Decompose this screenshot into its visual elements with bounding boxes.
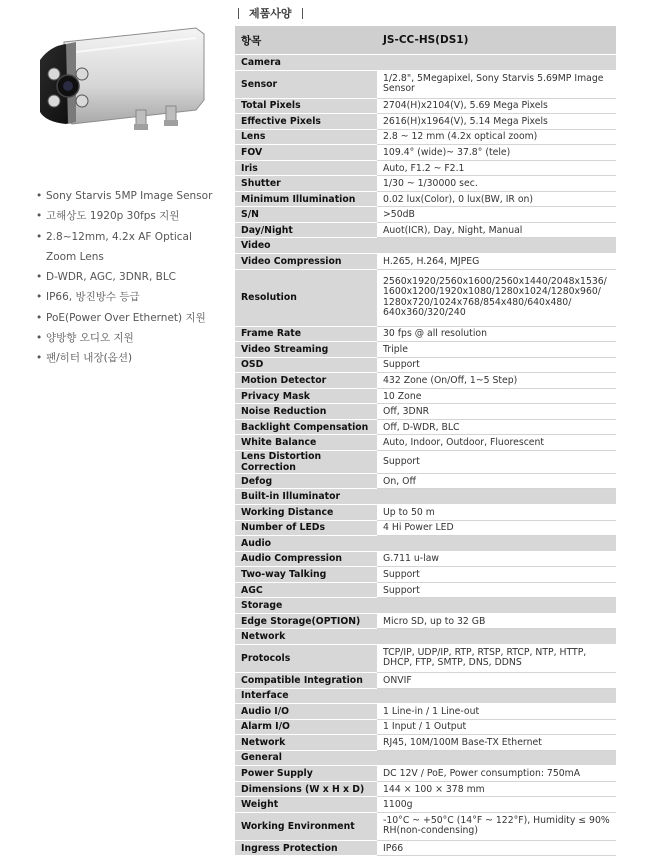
spec-value: 1 Line-in / 1 Line-out <box>377 704 616 720</box>
spec-row <box>235 672 616 688</box>
feature-list <box>36 186 212 369</box>
spec-value: Auto, F1.2 ~ F2.1 <box>377 160 616 176</box>
spec-value: Support <box>377 450 616 473</box>
spec-row <box>235 735 616 751</box>
spec-row <box>235 404 616 420</box>
spec-value: Off, 3DNR <box>377 404 616 420</box>
spec-row <box>235 70 616 98</box>
spec-value: >50dB <box>377 207 616 223</box>
spec-row <box>235 551 616 567</box>
spec-row <box>235 505 616 521</box>
spec-value: 2616(H)x1964(V), 5.14 Mega Pixels <box>377 114 616 130</box>
spec-value: Support <box>377 582 616 598</box>
spec-value: On, Off <box>377 473 616 489</box>
category-row <box>235 750 616 766</box>
spec-row <box>235 797 616 813</box>
spec-value: -10°C ~ +50°C (14°F ~ 122°F), Humidity ≤ 90% RH(non-condensing) <box>377 812 616 840</box>
spec-row <box>235 176 616 192</box>
spec-value: 1/2.8", 5Megapixel, Sony Starvis 5.69MP Image Sensor <box>377 70 616 98</box>
spec-value: G.711 u-law <box>377 551 616 567</box>
spec-label: Weight <box>235 797 377 813</box>
section-title-text: 제품사양 <box>249 7 292 20</box>
spec-label: Working Distance <box>235 505 377 521</box>
spec-label: AGC <box>235 582 377 598</box>
category-row <box>235 55 616 71</box>
category-row <box>235 688 616 704</box>
spec-label: Shutter <box>235 176 377 192</box>
feature-item: Zoom Lens <box>46 250 104 263</box>
spec-value: TCP/IP, UDP/IP, RTP, RTSP, RTCP, NTP, HTTP, DHCP, FTP, SMTP, DNS, DDNS <box>377 644 616 672</box>
category-row <box>235 536 616 552</box>
spec-value: Support <box>377 357 616 373</box>
spec-label: Protocols <box>235 644 377 672</box>
spec-label: Noise Reduction <box>235 404 377 420</box>
spec-value: IP66 <box>377 840 616 856</box>
spec-row <box>235 719 616 735</box>
feature-item: • 팬/히터 내장(옵션) <box>36 348 212 368</box>
spec-row <box>235 840 616 856</box>
spec-label: Compatible Integration <box>235 672 377 688</box>
spec-label: Video Streaming <box>235 342 377 358</box>
spec-row <box>235 613 616 629</box>
spec-label: Alarm I/O <box>235 719 377 735</box>
category-label: Interface <box>235 688 377 704</box>
spec-label: Backlight Compensation <box>235 419 377 435</box>
category-spacer <box>377 629 616 645</box>
spec-row <box>235 191 616 207</box>
spec-row <box>235 342 616 358</box>
spec-row <box>235 207 616 223</box>
category-label: Network <box>235 629 377 645</box>
spec-label: Video Compression <box>235 254 377 270</box>
feature-item: • 고해상도 1920p 30fps 지원 <box>36 206 212 226</box>
spec-row <box>235 473 616 489</box>
spec-table <box>235 26 616 856</box>
feature-item: • IP66, 방진방수 등급 <box>36 287 212 307</box>
spec-row <box>235 567 616 583</box>
spec-row <box>235 388 616 404</box>
spec-value: 109.4° (wide)~ 37.8° (tele) <box>377 145 616 161</box>
spec-value: Auot(ICR), Day, Night, Manual <box>377 222 616 238</box>
spec-value: Off, D-WDR, BLC <box>377 419 616 435</box>
category-label: Video <box>235 238 377 254</box>
spec-value: 2704(H)x2104(V), 5.69 Mega Pixels <box>377 98 616 114</box>
spec-value: Support <box>377 567 616 583</box>
spec-row <box>235 254 616 270</box>
spec-label: Audio Compression <box>235 551 377 567</box>
header-model-name: JS-CC-HS(DS1) <box>377 26 616 55</box>
spec-label: Dimensions (W x H x D) <box>235 781 377 797</box>
header-item-label: 항목 <box>235 26 377 55</box>
category-spacer <box>377 536 616 552</box>
title-divider-right <box>302 8 303 19</box>
spec-label: Iris <box>235 160 377 176</box>
feature-item: • 2.8~12mm, 4.2x AF Optical <box>36 227 212 247</box>
spec-label: Working Environment <box>235 812 377 840</box>
spec-value: DC 12V / PoE, Power consumption: 750mA <box>377 766 616 782</box>
spec-value: 1 Input / 1 Output <box>377 719 616 735</box>
spec-label: Number of LEDs <box>235 520 377 536</box>
category-label: Storage <box>235 598 377 614</box>
spec-value: 432 Zone (On/Off, 1~5 Step) <box>377 373 616 389</box>
category-label: Camera <box>235 55 377 71</box>
category-row <box>235 629 616 645</box>
spec-row <box>235 419 616 435</box>
camera-product-image <box>36 26 208 140</box>
spec-label: White Balance <box>235 435 377 451</box>
spec-label: Defog <box>235 473 377 489</box>
spec-label: Two-way Talking <box>235 567 377 583</box>
category-row <box>235 598 616 614</box>
category-spacer <box>377 489 616 505</box>
spec-label: Ingress Protection <box>235 840 377 856</box>
spec-value: Triple <box>377 342 616 358</box>
spec-value: H.265, H.264, MJPEG <box>377 254 616 270</box>
spec-value: 0.02 lux(Color), 0 lux(BW, IR on) <box>377 191 616 207</box>
spec-value: 10 Zone <box>377 388 616 404</box>
spec-value: 144 × 100 × 378 mm <box>377 781 616 797</box>
spec-label: Motion Detector <box>235 373 377 389</box>
spec-label: S/N <box>235 207 377 223</box>
spec-label: Lens Distortion Correction <box>235 450 377 473</box>
spec-row <box>235 145 616 161</box>
spec-value: Micro SD, up to 32 GB <box>377 613 616 629</box>
feature-item: • Sony Starvis 5MP Image Sensor <box>36 186 212 206</box>
spec-row <box>235 582 616 598</box>
spec-row <box>235 450 616 473</box>
spec-label: Edge Storage(OPTION) <box>235 613 377 629</box>
section-title <box>228 4 313 22</box>
spec-row <box>235 812 616 840</box>
table-header-row <box>235 26 616 55</box>
spec-value: 4 Hi Power LED <box>377 520 616 536</box>
spec-row <box>235 222 616 238</box>
category-row <box>235 238 616 254</box>
category-row <box>235 489 616 505</box>
spec-label: Audio I/O <box>235 704 377 720</box>
spec-label: Resolution <box>235 269 377 326</box>
spec-row <box>235 98 616 114</box>
spec-row <box>235 781 616 797</box>
spec-label: Power Supply <box>235 766 377 782</box>
spec-row <box>235 520 616 536</box>
spec-value: 1/30 ~ 1/30000 sec. <box>377 176 616 192</box>
spec-value: Auto, Indoor, Outdoor, Fluorescent <box>377 435 616 451</box>
spec-row <box>235 129 616 145</box>
spec-row <box>235 766 616 782</box>
category-spacer <box>377 238 616 254</box>
spec-row <box>235 160 616 176</box>
spec-label: Minimum Illumination <box>235 191 377 207</box>
spec-label: Lens <box>235 129 377 145</box>
spec-value: ONVIF <box>377 672 616 688</box>
spec-row <box>235 373 616 389</box>
feature-item: • 양방향 오디오 지원 <box>36 328 212 348</box>
category-label: Audio <box>235 536 377 552</box>
category-spacer <box>377 598 616 614</box>
category-spacer <box>377 688 616 704</box>
spec-label: Day/Night <box>235 222 377 238</box>
spec-value: 1100g <box>377 797 616 813</box>
category-label: General <box>235 750 377 766</box>
spec-row <box>235 114 616 130</box>
spec-label: Frame Rate <box>235 326 377 342</box>
spec-row <box>235 704 616 720</box>
spec-label: Effective Pixels <box>235 114 377 130</box>
spec-row <box>235 435 616 451</box>
spec-value: 2560x1920/2560x1600/2560x1440/2048x1536/ 1600x1200/1920x1080/1280x1024/1280x960/ 1280x720/1024x768/854x480/640x480/ 640x360/320/240 <box>377 269 616 326</box>
category-spacer <box>377 750 616 766</box>
category-spacer <box>377 55 616 71</box>
spec-label: Sensor <box>235 70 377 98</box>
feature-item: • D-WDR, AGC, 3DNR, BLC <box>36 267 212 287</box>
spec-label: Network <box>235 735 377 751</box>
spec-label: FOV <box>235 145 377 161</box>
spec-value: RJ45, 10M/100M Base-TX Ethernet <box>377 735 616 751</box>
spec-label: OSD <box>235 357 377 373</box>
category-label: Built-in Illuminator <box>235 489 377 505</box>
spec-row <box>235 644 616 672</box>
spec-value: 30 fps @ all resolution <box>377 326 616 342</box>
spec-label: Total Pixels <box>235 98 377 114</box>
feature-item: • PoE(Power Over Ethernet) 지원 <box>36 308 212 328</box>
spec-row <box>235 357 616 373</box>
spec-label: Privacy Mask <box>235 388 377 404</box>
spec-row <box>235 326 616 342</box>
title-divider-left <box>238 8 239 19</box>
spec-value: 2.8 ~ 12 mm (4.2x optical zoom) <box>377 129 616 145</box>
spec-value: Up to 50 m <box>377 505 616 521</box>
spec-row <box>235 269 616 326</box>
